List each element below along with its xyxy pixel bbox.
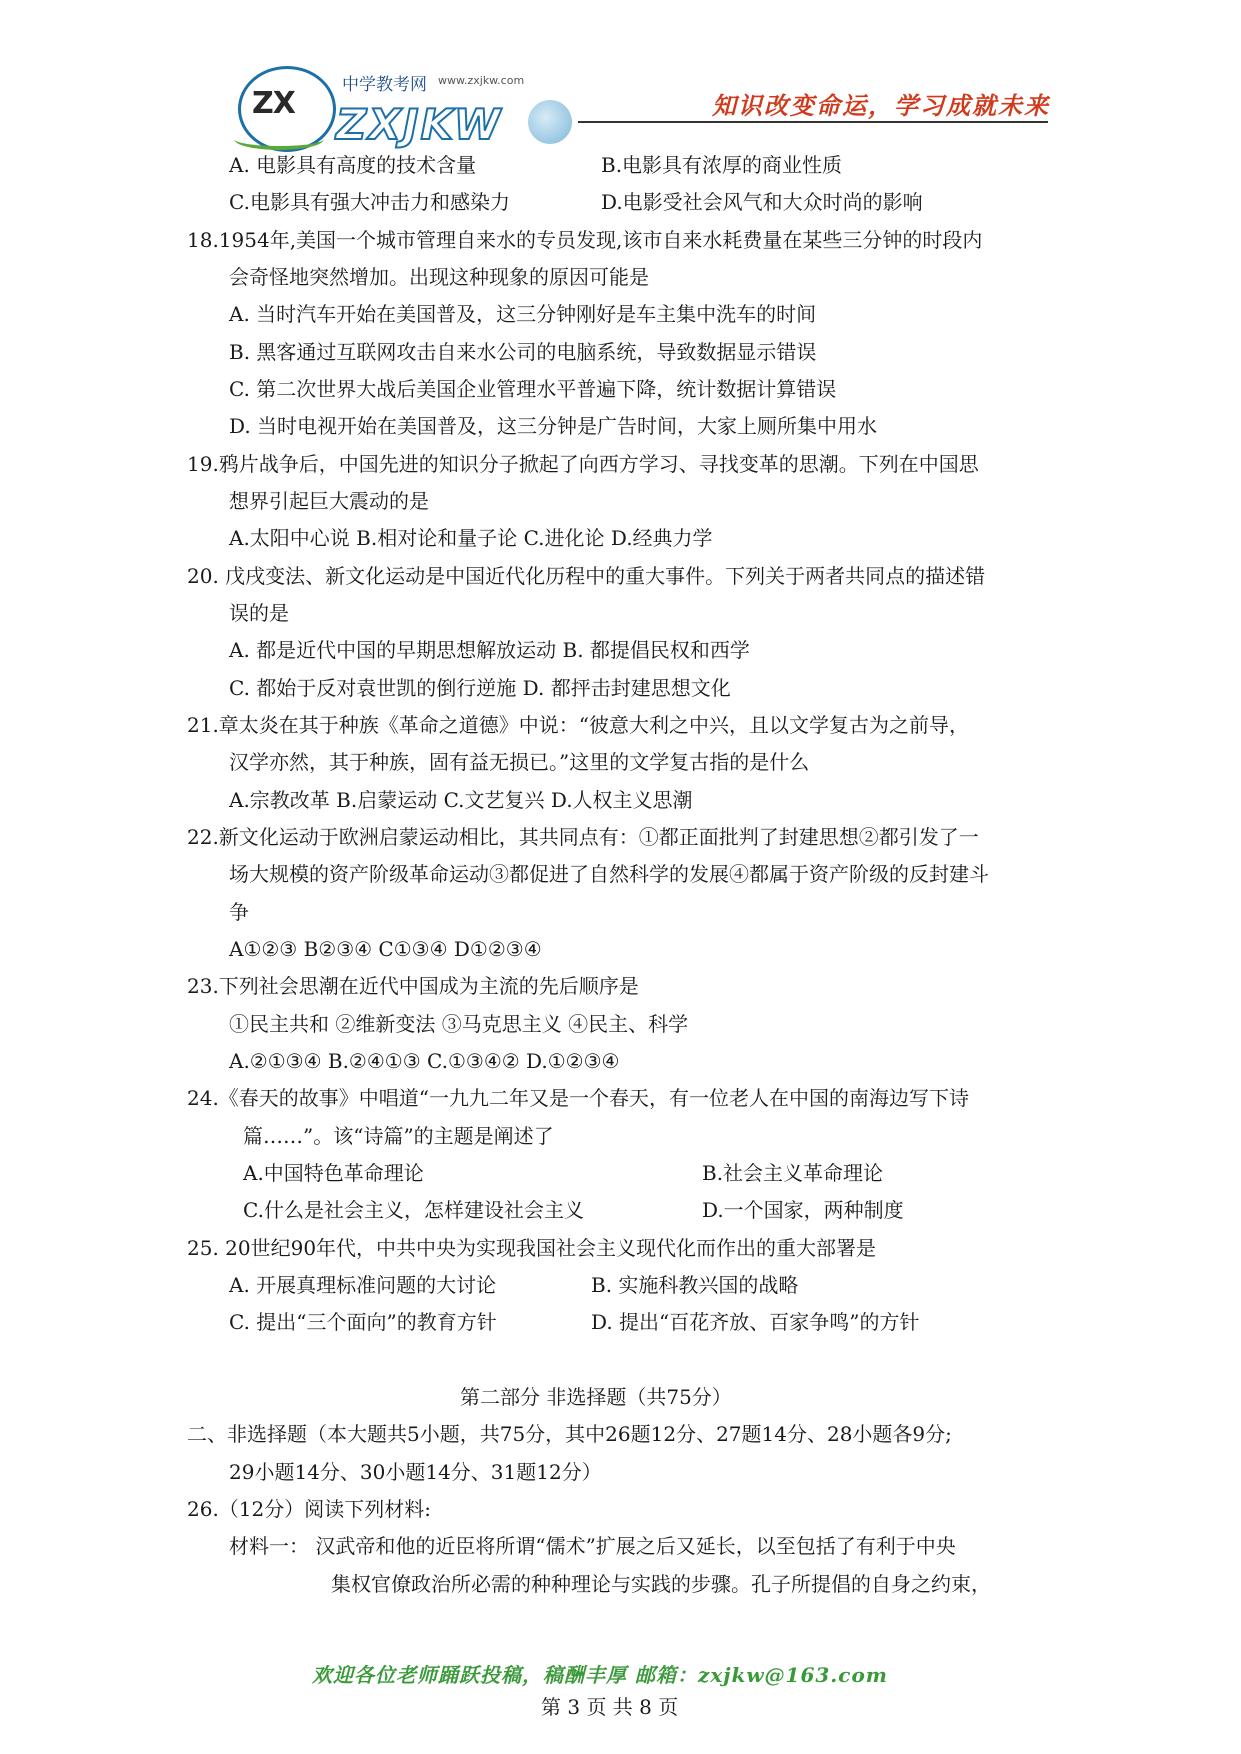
page-number: 第 3 页 共 8 页 (541, 1695, 679, 1719)
text-line: B. 实施科教兴国的战略 (591, 1273, 799, 1297)
text-line: B. 黑客通过互联网攻击自来水公司的电脑系统，导致数据显示错误 (229, 340, 817, 364)
text-line: C.电影具有强大冲击力和感染力 (229, 190, 510, 214)
text-line: 25. 20世纪90年代，中共中央为实现我国社会主义现代化而作出的重大部署是 (187, 1236, 877, 1260)
text-line: ①民主共和 ②维新变法 ③马克思主义 ④民主、科学 (229, 1012, 689, 1036)
text-line: 会奇怪地突然增加。出现这种现象的原因可能是 (229, 265, 649, 289)
text-line: 误的是 (229, 601, 289, 625)
text-line: B.社会主义革命理论 (702, 1161, 884, 1185)
text-line: A.②①③④ B.②④①③ C.①③④② D.①②③④ (229, 1049, 620, 1073)
text-line: 第二部分 非选择题（共75分） (460, 1385, 732, 1409)
text-line: 23.下列社会思潮在近代中国成为主流的先后顺序是 (187, 974, 639, 998)
text-line: A. 都是近代中国的早期思想解放运动 B. 都提倡民权和西学 (229, 638, 750, 662)
site-url: www.zxjkw.com (438, 74, 525, 87)
text-line: 22.新文化运动于欧洲启蒙运动相比，其共同点有：①都正面批判了封建思想②都引发了一 (187, 825, 979, 849)
text-line: 26.（12分）阅读下列材料: (187, 1497, 431, 1521)
logo-letters: ZX (252, 86, 295, 121)
text-line: 20. 戊戌变法、新文化运动是中国近代化历程中的重大事件。下列关于两者共同点的描述错 (187, 564, 986, 588)
site-name: 中学教考网 (342, 75, 427, 95)
text-line: 29小题14分、30小题14分、31题12分） (229, 1460, 602, 1484)
text-line: D.电影受社会风气和大众时尚的影响 (601, 190, 923, 214)
header-slogan: 知识改变命运，学习成就未来 (712, 91, 1050, 120)
text-line: 想界引起巨大震动的是 (229, 489, 429, 513)
text-line: A.宗教改革 B.启蒙运动 C.文艺复兴 D.人权主义思潮 (229, 788, 693, 812)
text-line: 争 (229, 900, 249, 924)
text-line: 集权官僚政治所必需的种种理论与实践的步骤。孔子所提倡的自身之约束， (331, 1572, 991, 1596)
text-line: A. 开展真理标准问题的大讨论 (229, 1273, 497, 1297)
text-line: D. 提出“百花齐放、百家争鸣”的方针 (591, 1310, 920, 1334)
text-line: C. 都始于反对袁世凯的倒行逆施 D. 都抨击封建思想文化 (229, 676, 731, 700)
logo-brand: ZXJKW (336, 100, 503, 149)
header-divider (578, 121, 1048, 123)
text-line: 19.鸦片战争后，中国先进的知识分子掀起了向西方学习、寻找变革的思潮。下列在中国思 (187, 452, 979, 476)
text-line: C. 第二次世界大战后美国企业管理水平普遍下降，统计数据计算错误 (229, 377, 837, 401)
text-line: 二、非选择题（本大题共5小题，共75分，其中26题12分、27题14分、28小题各9分; (187, 1422, 952, 1446)
text-line: 汉学亦然，其于种族，固有益无损已。”这里的文学复古指的是什么 (229, 750, 810, 774)
text-line: D. 当时电视开始在美国普及，这三分钟是广告时间，大家上厕所集中用水 (229, 414, 878, 438)
text-line: 18.1954年,美国一个城市管理自来水的专员发现,该市自来水耗费量在某些三分钟的时段内 (187, 228, 983, 252)
text-line: A①②③ B②③④ C①③④ D①②③④ (229, 937, 542, 961)
site-logo (232, 58, 562, 152)
leaf-icon (528, 100, 572, 144)
text-line: A.太阳中心说 B.相对论和量子论 C.进化论 D.经典力学 (229, 526, 713, 550)
text-line: 21.章太炎在其于种族《革命之道德》中说：“彼意大利之中兴，且以文学复古为之前导， (187, 713, 970, 737)
logo-swoosh-icon (234, 128, 324, 150)
text-line: 材料一： 汉武帝和他的近臣将所谓“儒术”扩展之后又延长，以至包括了有利于中央 (229, 1534, 956, 1558)
footer-contact: 欢迎各位老师踊跃投稿，稿酬丰厚 邮箱：zxjkw@163.com (312, 1663, 888, 1687)
text-line: C.什么是社会主义，怎样建设社会主义 (243, 1198, 584, 1222)
text-line: A. 当时汽车开始在美国普及，这三分钟刚好是车主集中洗车的时间 (229, 302, 817, 326)
text-line: 场大规模的资产阶级革命运动③都促进了自然科学的发展④都属于资产阶级的反封建斗 (229, 862, 989, 886)
text-line: D.一个国家，两种制度 (702, 1198, 904, 1222)
text-line: C. 提出“三个面向”的教育方针 (229, 1310, 497, 1334)
text-line: 篇……”。该“诗篇”的主题是阐述了 (243, 1124, 554, 1148)
text-line: A.中国特色革命理论 (243, 1161, 424, 1185)
text-line: A. 电影具有高度的技术含量 (229, 153, 477, 177)
text-line: B.电影具有浓厚的商业性质 (601, 153, 843, 177)
text-line: 24.《春天的故事》中唱道“一九九二年又是一个春天，有一位老人在中国的南海边写下诗 (187, 1086, 970, 1110)
